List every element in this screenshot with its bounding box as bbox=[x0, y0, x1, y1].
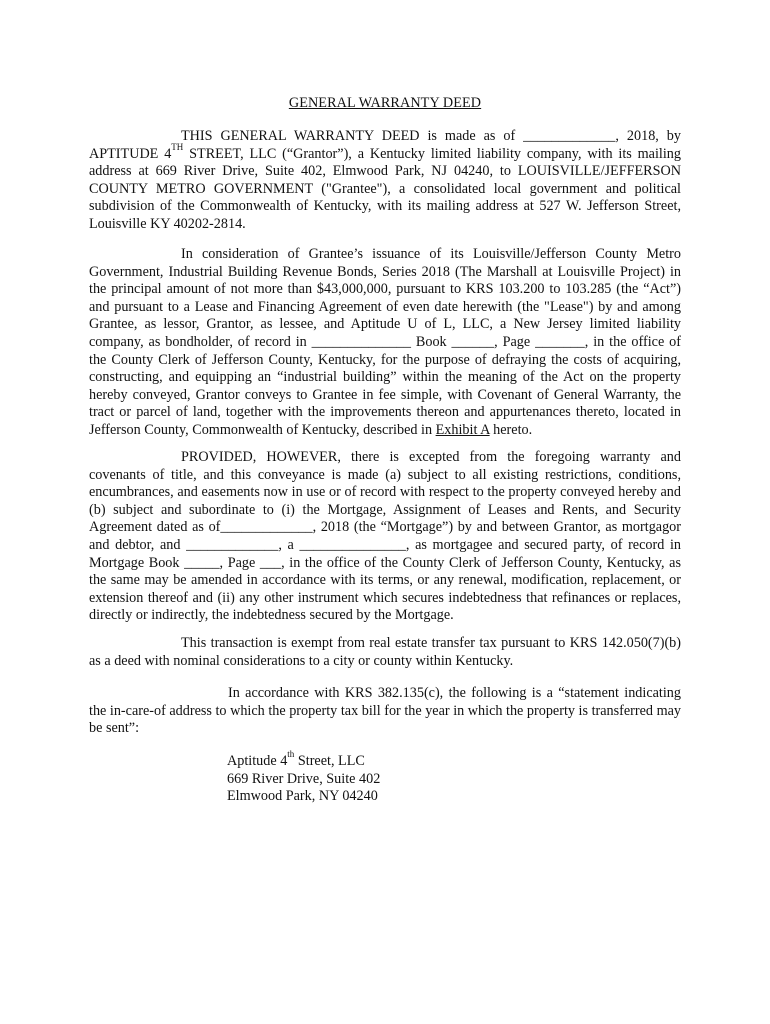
address-line-1 bbox=[227, 749, 380, 771]
address-line-2: 669 River Drive, Suite 402 bbox=[227, 770, 381, 787]
opening-paragraph-text-a: THIS GENERAL WARRANTY DEED is made as of _____________, 2018, by APTITUDE 4 bbox=[89, 128, 681, 162]
in-care-of-address bbox=[227, 749, 381, 806]
opening-paragraph-text-b: STREET, LLC (“Grantor”), a Kentucky limited liability company, with its mailing address at 669 River Drive, Suite 402, Elmwood Park, NJ 04240, to LOUISVILLE/JEFFERSON COUNTY METRO GOVERNMENT ("Grantee"), a consolidated local government and political subdivision of the Commonwealth of Kentucky, with its mailing address at 527 W. Jefferson Street, Louisville KY 40202-2814. bbox=[89, 145, 681, 232]
address-line-1-text-a: Aptitude 4 bbox=[227, 753, 288, 769]
tax-exemption-paragraph: This transaction is exempt from real estate transfer tax pursuant to KRS 142.050(7)(b) as a deed with nominal considerations to a city or county within Kentucky. bbox=[89, 635, 681, 669]
ordinal-superscript: TH bbox=[171, 141, 184, 152]
provided-however-paragraph: PROVIDED, HOWEVER, there is excepted from the foregoing warranty and covenants of title, and this conveyance is made (a) subject to all existing restrictions, conditions, encumbrances, and easements now in use or of record with respect to the property conveyed hereby and (b) subject and subordinate to (i) the Mortgage, Assignment of Leases and Rents, and Security Agreement dated as of_____________, 2018 (the “Mortgage”) by and between Grantor, as mortgagor and debtor, and _____________, a _______________, as mortgagee and secured party, of record in Mortgage Book _____, Page ___, in the office of the County Clerk of Jefferson County, Kentucky, as the same may be amended in accordance with its terms, or any renewal, modification, replacement, or extension thereof and (ii) any other instrument which secures indebtedness that refinances or replaces, directly or indirectly, the indebtedness secured by the Mortgage. bbox=[89, 449, 681, 624]
consideration-paragraph-text-a: In consideration of Grantee’s issuance of its Louisville/Jefferson County Metro Government, Industrial Building Revenue Bonds, Series 2018 (The Marshall at Louisville Project) in the principal amount of not more than $43,000,000, pursuant to KRS 103.200 to 103.285 (the “Act”) and pursuant to a Lease and Financing Agreement of even date herewith (the "Lease") by and among Grantee, as lessor, Grantor, as lessee, and Aptitude U of L, LLC, a New Jersey limited liability company, as bondholder, of record in ______________ Book ______, Page _______, in the office of the County Clerk of Jefferson County, Kentucky, for the purpose of defraying the costs of acquiring, constructing, and equipping an “industrial building” within the meaning of the Act on the property hereby conveyed, Grantor conveys to Grantee in fee simple, with Covenant of General Warranty, the tract or parcel of land, together with the improvements thereon and appurtenances thereto, located in Jefferson County, Commonwealth of Kentucky, described in bbox=[89, 246, 681, 438]
document-title: GENERAL WARRANTY DEED bbox=[288, 95, 482, 111]
address-ordinal-superscript: th bbox=[287, 749, 295, 760]
address-line-3: Elmwood Park, NY 04240 bbox=[227, 788, 378, 805]
consideration-paragraph bbox=[89, 246, 681, 440]
opening-paragraph bbox=[89, 128, 681, 234]
address-line-1-text-b: Street, LLC bbox=[294, 753, 365, 769]
tax-bill-statement-paragraph: In accordance with KRS 382.135(c), the following is a “statement indicating the in-care-of address to which the property tax bill for the year in which the property is transferred may be sent”: bbox=[89, 685, 681, 737]
consideration-paragraph-text-b: hereto. bbox=[489, 421, 533, 438]
exhibit-a-reference: Exhibit A bbox=[435, 421, 490, 438]
